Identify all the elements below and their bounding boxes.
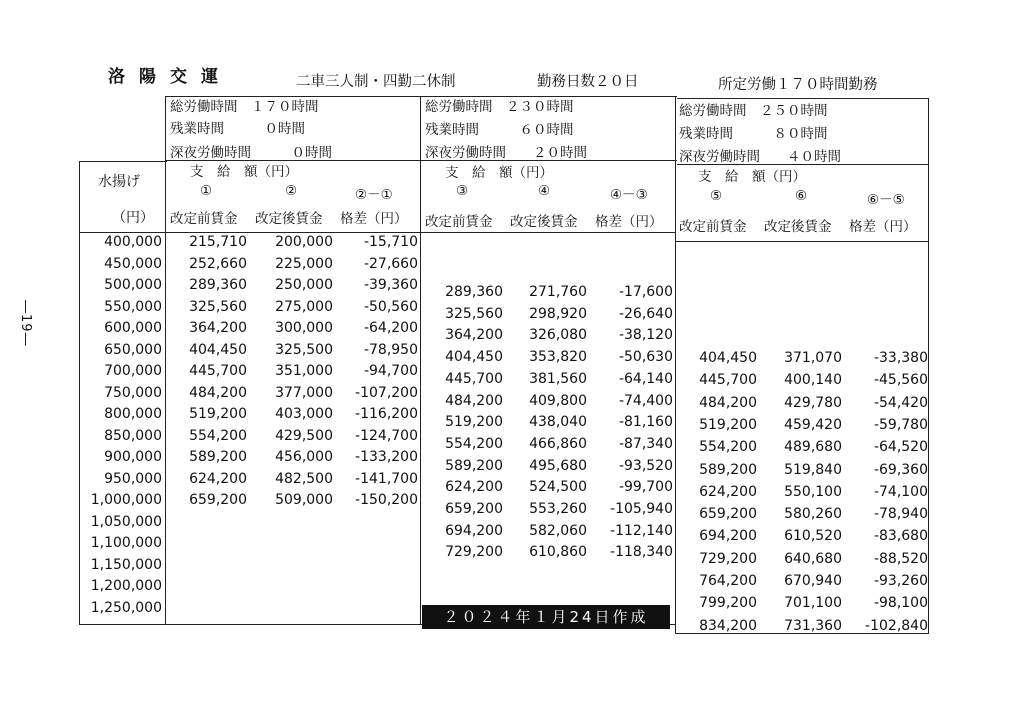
g1-col-num-1: ① xyxy=(200,183,213,199)
g2-cell: -17,600 xyxy=(618,284,673,300)
g1-cell: 325,560 xyxy=(189,298,247,315)
revenue-header: 水揚げ xyxy=(98,174,140,190)
g2-cell: -74,400 xyxy=(618,392,673,409)
g1-cell: 482,500 xyxy=(275,470,333,487)
g2-cell: 495,680 xyxy=(529,457,587,474)
revenue-cell: 450,000 xyxy=(104,255,162,272)
g1-cell: 519,200 xyxy=(189,406,247,422)
g3-col-label-2: 改定後賃金 xyxy=(764,219,832,235)
g1-cell: 377,000 xyxy=(275,384,333,401)
g2-cell: 271,760 xyxy=(529,284,587,300)
g2-cell: 326,080 xyxy=(529,327,587,344)
g3-cell: 694,200 xyxy=(699,528,757,545)
g1-pay-title: 支 給 額（円） xyxy=(190,164,298,180)
g1-overtime: 残業時間 ０時間 xyxy=(170,121,305,137)
g3-cell: 400,140 xyxy=(784,372,842,389)
g2-cell: -38,120 xyxy=(618,327,673,344)
g3-cell: 701,100 xyxy=(784,595,842,612)
g3-cell: 550,100 xyxy=(784,483,842,500)
g2-cell: 325,560 xyxy=(445,305,503,322)
page-number: ―19― xyxy=(18,300,33,347)
g3-cell: -64,520 xyxy=(873,439,928,456)
g3-cell: 519,200 xyxy=(699,416,757,433)
g1-cell: 659,200 xyxy=(189,492,247,508)
g2-cell: 589,200 xyxy=(445,457,503,474)
g2-cell: 582,060 xyxy=(529,522,587,539)
g1-cell: 429,500 xyxy=(275,427,333,444)
g1-cell: 445,700 xyxy=(189,363,247,379)
g1-cell: 252,660 xyxy=(189,255,247,272)
g3-col-label-1: 改定前賃金 xyxy=(679,219,747,235)
g1-cell: -133,200 xyxy=(355,449,418,465)
g3-cell: 731,360 xyxy=(784,617,842,634)
g3-cell: -98,100 xyxy=(873,595,928,612)
g1-cell: 325,500 xyxy=(275,341,333,358)
g3-cell: 659,200 xyxy=(699,506,757,523)
g2-night-hours: 深夜労働時間 ２０時間 xyxy=(425,145,587,161)
g2-cell: -81,160 xyxy=(618,414,673,431)
company-name: 洛陽交運 xyxy=(108,67,232,87)
created-date-banner: ２０２４年１月24日作成 xyxy=(422,605,670,629)
g3-cell: -93,260 xyxy=(873,573,928,589)
g2-overtime: 残業時間 ６０時間 xyxy=(425,122,574,138)
g2-cell: 553,260 xyxy=(529,501,587,517)
revenue-unit: （円） xyxy=(112,210,154,226)
revenue-cell: 650,000 xyxy=(104,341,162,358)
g3-cell: 580,260 xyxy=(784,506,842,523)
g3-col-label-3: 格差（円） xyxy=(849,219,917,235)
g3-cell: 459,420 xyxy=(784,416,842,433)
g1-cell: 289,360 xyxy=(189,277,247,293)
revenue-cell: 950,000 xyxy=(104,470,162,487)
revenue-cell: 400,000 xyxy=(104,234,162,250)
g3-cell: 489,680 xyxy=(784,439,842,456)
g2-cell: 554,200 xyxy=(445,435,503,452)
g3-cell: -83,680 xyxy=(873,528,928,545)
g2-cell: -64,140 xyxy=(618,370,673,387)
g3-cell: 404,450 xyxy=(699,350,757,366)
g1-col-label-3: 格差（円） xyxy=(340,211,408,227)
revenue-cell: 800,000 xyxy=(104,406,162,422)
g2-cell: -99,700 xyxy=(618,479,673,496)
g2-cell: 466,860 xyxy=(529,435,587,452)
revenue-cell: 850,000 xyxy=(104,427,162,444)
g1-cell: 554,200 xyxy=(189,427,247,444)
g3-cell: 670,940 xyxy=(784,573,842,589)
g1-col-num-2: ② xyxy=(285,183,298,199)
revenue-cell: 750,000 xyxy=(104,384,162,401)
g2-cell: 694,200 xyxy=(445,522,503,539)
revenue-cell: 600,000 xyxy=(104,320,162,336)
g2-col-num-2: ④ xyxy=(538,183,551,199)
g1-cell: -50,560 xyxy=(363,298,418,315)
g3-cell: 445,700 xyxy=(699,372,757,389)
g2-cell: 353,820 xyxy=(529,349,587,366)
g2-cell: 484,200 xyxy=(445,392,503,409)
g3-cell: 729,200 xyxy=(699,550,757,567)
g1-cell: 300,000 xyxy=(275,320,333,336)
revenue-cell: 1,000,000 xyxy=(90,492,162,508)
g3-cell: -59,780 xyxy=(873,416,928,433)
revenue-cell: 500,000 xyxy=(104,277,162,293)
g1-cell: 624,200 xyxy=(189,470,247,487)
g2-cell: 381,560 xyxy=(529,370,587,387)
g1-cell: -107,200 xyxy=(355,384,418,401)
g2-cell: 729,200 xyxy=(445,544,503,561)
g3-overtime: 残業時間 ８０時間 xyxy=(679,126,828,142)
g1-cell: -141,700 xyxy=(355,470,418,487)
g1-cell: -15,710 xyxy=(363,234,418,250)
g3-cell: 799,200 xyxy=(699,595,757,612)
g1-cell: 404,450 xyxy=(189,341,247,358)
g2-col-label-2: 改定後賃金 xyxy=(510,214,578,230)
g3-cell: -33,380 xyxy=(873,350,928,366)
g3-cell: 429,780 xyxy=(784,394,842,411)
work-days: 勤務日数２０日 xyxy=(537,74,639,90)
g2-cell: 438,040 xyxy=(529,414,587,431)
g3-cell: -69,360 xyxy=(873,461,928,478)
g1-cell: 250,000 xyxy=(275,277,333,293)
g3-cell: 484,200 xyxy=(699,394,757,411)
g3-cell: 519,840 xyxy=(784,461,842,478)
g1-col-label-1: 改定前賃金 xyxy=(170,211,238,227)
g1-cell: 403,000 xyxy=(275,406,333,422)
g3-col-num-2: ⑥ xyxy=(795,188,808,204)
g2-cell: -93,520 xyxy=(618,457,673,474)
revenue-cell: 1,250,000 xyxy=(90,599,162,616)
g2-cell: 610,860 xyxy=(529,544,587,561)
revenue-cell: 700,000 xyxy=(104,363,162,379)
g3-night-hours: 深夜労働時間 ４０時間 xyxy=(679,149,841,165)
g3-cell: -45,560 xyxy=(873,372,928,389)
g1-cell: 589,200 xyxy=(189,449,247,465)
g1-cell: 509,000 xyxy=(275,492,333,508)
g3-col-num-3: ⑥－⑤ xyxy=(867,192,905,208)
g3-cell: 834,200 xyxy=(699,617,757,634)
g1-cell: 364,200 xyxy=(189,320,247,336)
g2-cell: 409,800 xyxy=(529,392,587,409)
g2-col-label-1: 改定前賃金 xyxy=(425,214,493,230)
g2-cell: 298,920 xyxy=(529,305,587,322)
g1-cell: 484,200 xyxy=(189,384,247,401)
g2-cell: 364,200 xyxy=(445,327,503,344)
g3-cell: 624,200 xyxy=(699,483,757,500)
g2-cell: 659,200 xyxy=(445,501,503,517)
g3-cell: 589,200 xyxy=(699,461,757,478)
g3-col-num-1: ⑤ xyxy=(710,188,723,204)
g3-cell: -78,940 xyxy=(873,506,928,523)
g1-night-hours: 深夜労働時間 ０時間 xyxy=(170,145,332,161)
g2-cell: 404,450 xyxy=(445,349,503,366)
g2-cell: 524,500 xyxy=(529,479,587,496)
g1-cell: 351,000 xyxy=(275,363,333,379)
g3-cell: 764,200 xyxy=(699,573,757,589)
g2-cell: 289,360 xyxy=(445,284,503,300)
g1-cell: -94,700 xyxy=(363,363,418,379)
g3-cell: 554,200 xyxy=(699,439,757,456)
g2-total-hours: 総労働時間 ２３０時間 xyxy=(425,99,574,115)
g1-cell: 275,000 xyxy=(275,298,333,315)
g1-cell: -39,360 xyxy=(363,277,418,293)
g3-total-hours: 総労働時間 ２５０時間 xyxy=(679,103,828,119)
g1-cell: 225,000 xyxy=(275,255,333,272)
g3-cell: 610,520 xyxy=(784,528,842,545)
g1-cell: 200,000 xyxy=(275,234,333,250)
g2-cell: -112,140 xyxy=(610,522,673,539)
revenue-cell: 900,000 xyxy=(104,449,162,465)
g2-cell: 519,200 xyxy=(445,414,503,431)
work-system: 二車三人制・四勤二休制 xyxy=(296,74,456,90)
g3-cell: -88,520 xyxy=(873,550,928,567)
g1-cell: -64,200 xyxy=(363,320,418,336)
g3-cell: 640,680 xyxy=(784,550,842,567)
g2-cell: -87,340 xyxy=(618,435,673,452)
g3-cell: -54,420 xyxy=(873,394,928,411)
g2-col-num-3: ④－③ xyxy=(610,187,648,203)
g3-pay-title: 支 給 額（円） xyxy=(698,169,806,185)
revenue-cell: 550,000 xyxy=(104,298,162,315)
g2-cell: -26,640 xyxy=(618,305,673,322)
g2-pay-title: 支 給 額（円） xyxy=(445,165,553,181)
g1-total-hours: 総労働時間 １７０時間 xyxy=(170,99,319,115)
g3-cell: 371,070 xyxy=(784,350,842,366)
g3-cell: -74,100 xyxy=(873,483,928,500)
g1-col-num-3: ②－① xyxy=(355,187,393,203)
g2-col-num-1: ③ xyxy=(456,183,469,199)
g1-cell: 456,000 xyxy=(275,449,333,465)
g1-cell: -27,660 xyxy=(363,255,418,272)
g3-cell: -102,840 xyxy=(865,617,928,634)
g1-cell: -78,950 xyxy=(363,341,418,358)
g2-cell: -105,940 xyxy=(610,501,673,517)
g2-cell: 445,700 xyxy=(445,370,503,387)
revenue-cell: 1,100,000 xyxy=(90,535,162,551)
revenue-cell: 1,200,000 xyxy=(90,578,162,594)
g2-cell: -118,340 xyxy=(610,544,673,561)
g1-col-label-2: 改定後賃金 xyxy=(255,211,323,227)
g1-cell: 215,710 xyxy=(189,234,247,250)
g2-cell: 624,200 xyxy=(445,479,503,496)
g2-col-label-3: 格差（円） xyxy=(595,214,663,230)
g1-cell: -124,700 xyxy=(355,427,418,444)
revenue-cell: 1,150,000 xyxy=(90,556,162,573)
contract-hours: 所定労働１７０時間勤務 xyxy=(718,77,878,93)
g1-cell: -116,200 xyxy=(355,406,418,422)
g1-cell: -150,200 xyxy=(355,492,418,508)
revenue-cell: 1,050,000 xyxy=(90,513,162,530)
g2-cell: -50,630 xyxy=(618,349,673,366)
